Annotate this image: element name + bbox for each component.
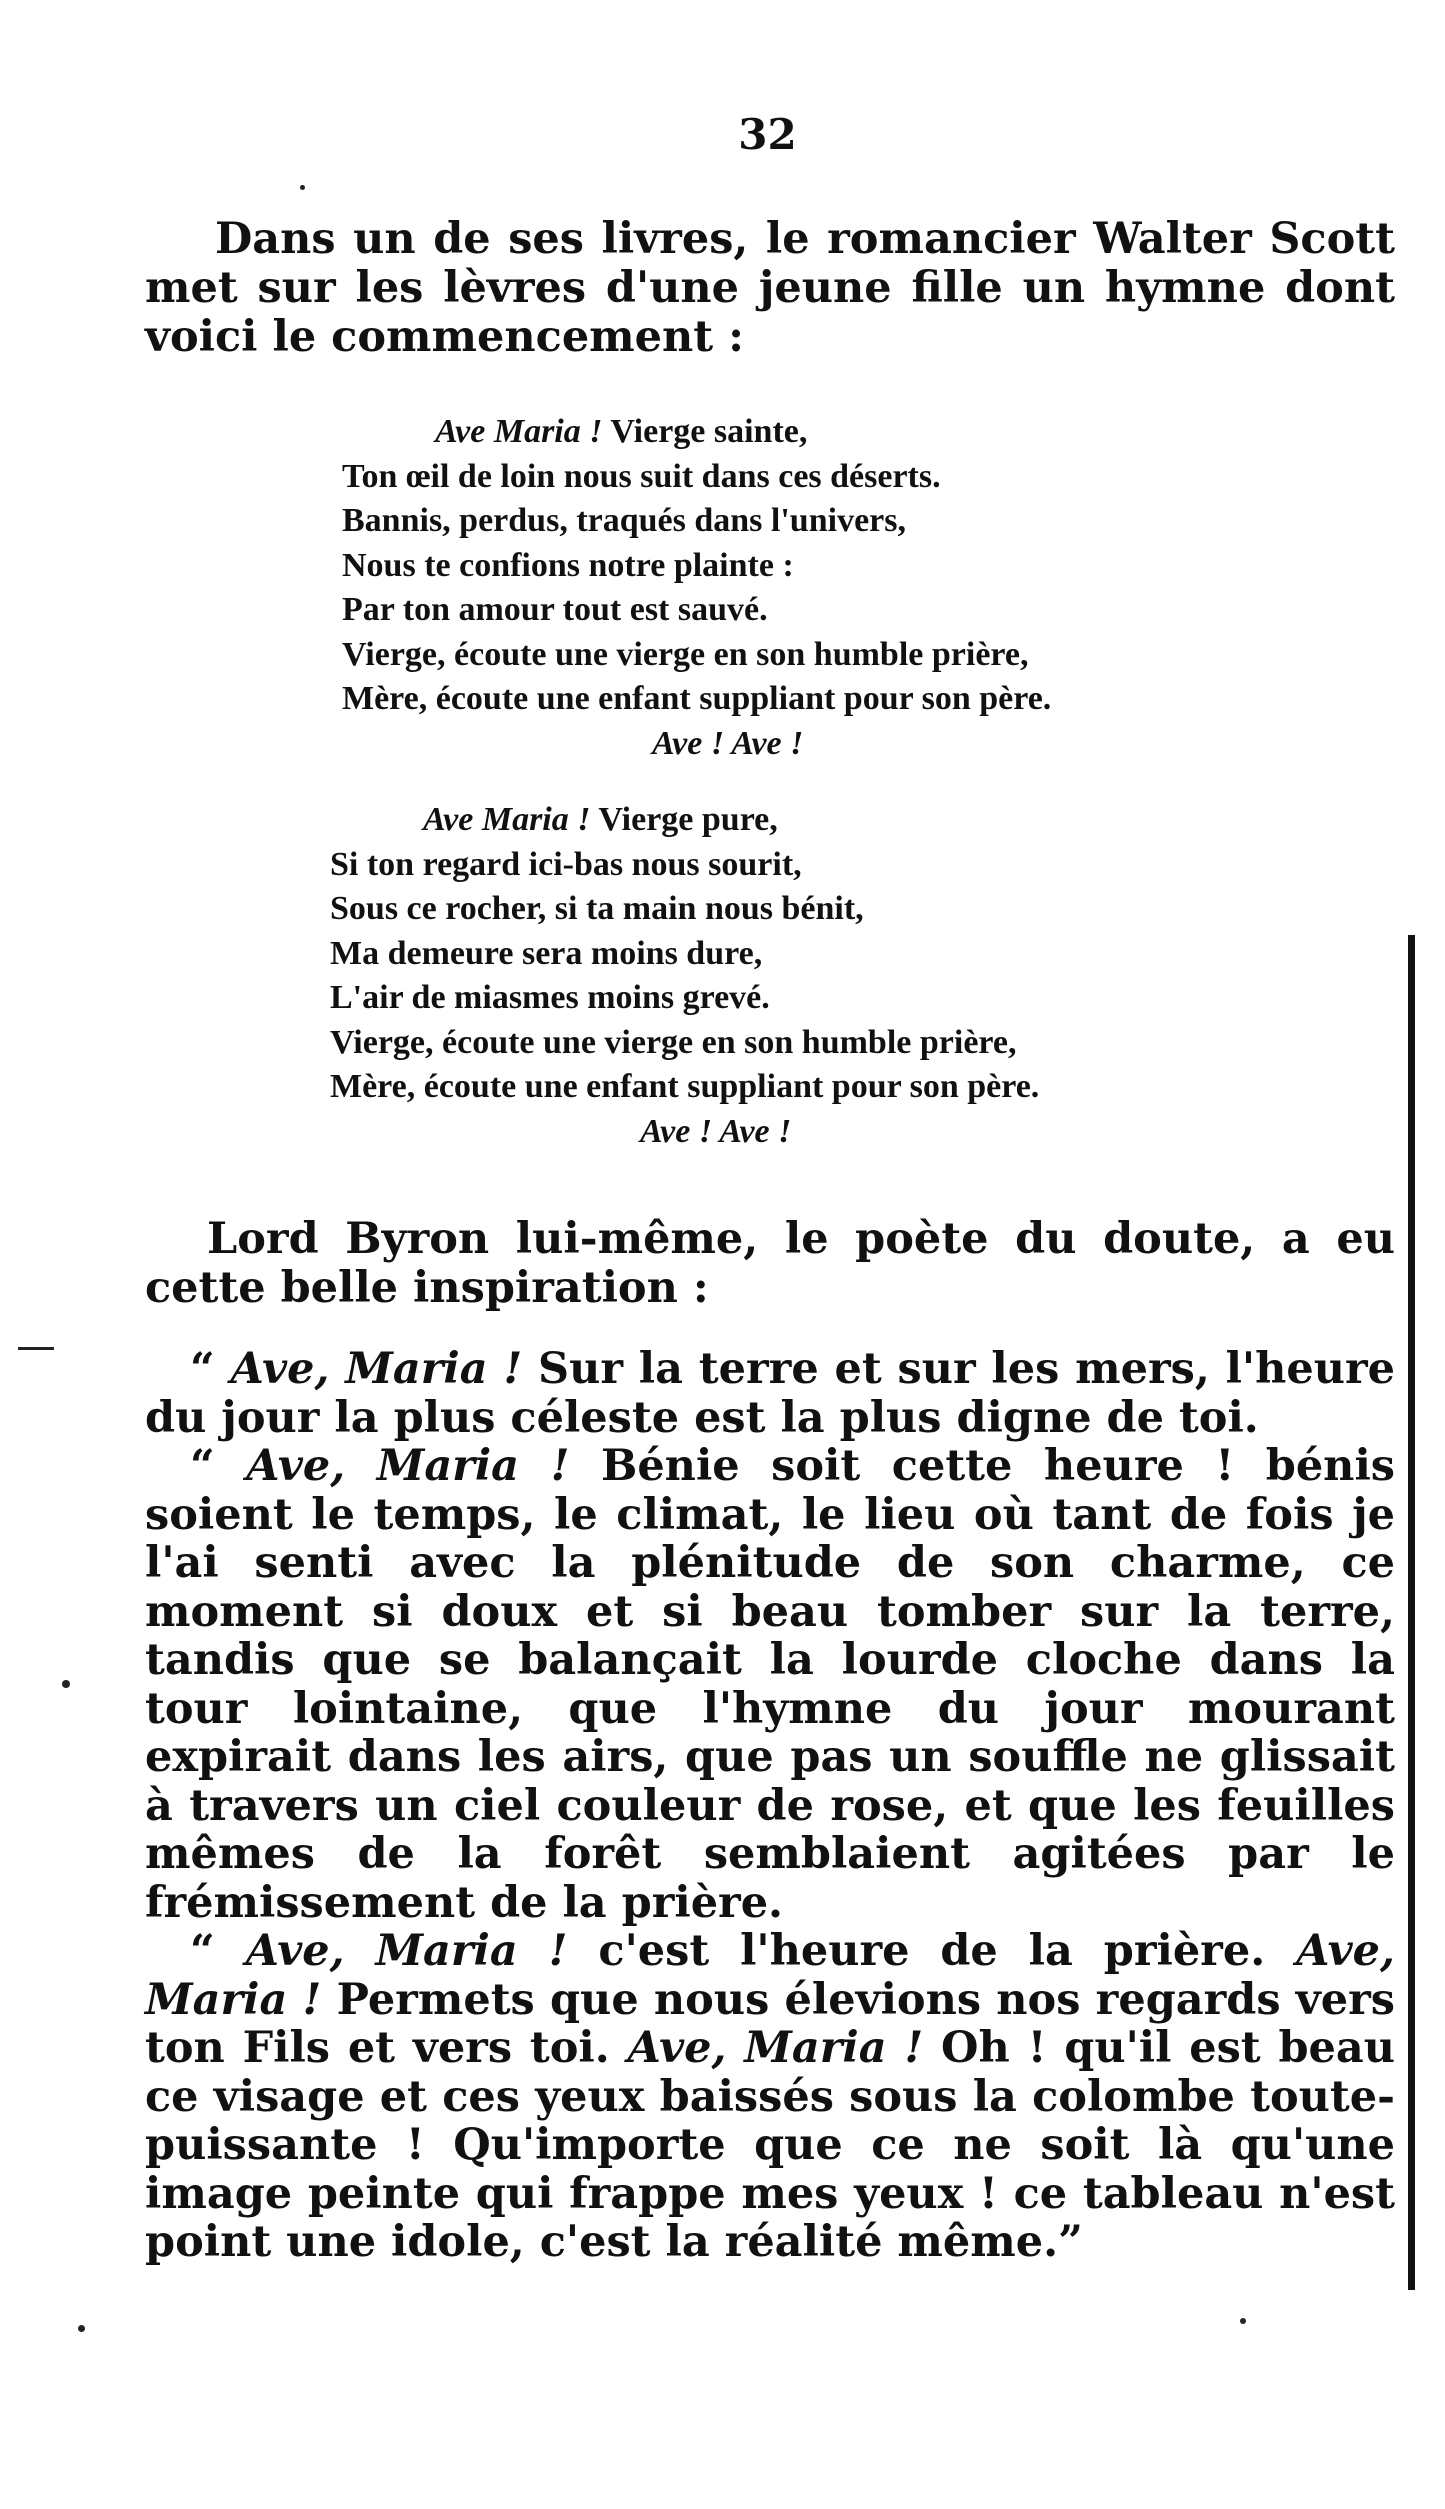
byron-intro-text: Lord Byron lui-même, le poète du doute, a eu cette belle inspiration : bbox=[145, 1214, 1395, 1313]
quote-text: Sur la terre et sur les mers, l'heure du jour la plus céleste est la plus digne de toi. bbox=[145, 1344, 1395, 1443]
quote-text: Oh ! qu'il est beau ce visage et ces yeux baissés sous la colombe toute-puissante ! Qu'importe que ce ne soit là qu'une image peinte qui frappe mes yeux ! ce tableau n'est point une idole, c'est la réalité même.” bbox=[145, 2023, 1396, 2267]
quote-invocation: Ave, Maria ! bbox=[145, 1926, 1395, 2025]
stanza-2-opening-rest: Vierge pure, bbox=[590, 801, 778, 838]
ink-speck bbox=[78, 2325, 85, 2332]
quote-invocation: Ave, Maria ! bbox=[246, 1441, 570, 1491]
verse-line: Vierge, écoute une vierge en son humble prière, bbox=[342, 635, 1029, 673]
quote-text: Bénie soit cette heure ! bénis soient le temps, le climat, le lieu où tant de fois je l'ai senti avec la plénitude de son charme, ce moment si doux et si beau tomber sur la terre, tandis que se balançait la lourde cloche dans la tour lointaine, que l'hymne du jour mourant expirait dans les airs, que pas un souffle ne glissait à travers un ciel couleur de rose, et que les feuilles mêmes de la forêt semblaient agitées par le frémissement de la prière. bbox=[145, 1441, 1395, 1928]
stanza-1-opening-line bbox=[342, 410, 1051, 455]
verse-line: Mère, écoute une enfant suppliant pour son père. bbox=[330, 1068, 1040, 1105]
verse-line: Mère, écoute une enfant suppliant pour son père. bbox=[342, 680, 1052, 717]
page-number: 32 bbox=[738, 110, 797, 159]
verse-line: Par ton amour tout est sauvé. bbox=[342, 591, 768, 628]
binding-edge-shadow bbox=[1408, 935, 1415, 2290]
verse-line: Bannis, perdus, traqués dans l'univers, bbox=[342, 502, 906, 539]
hymn-stanza-1 bbox=[342, 410, 1051, 766]
opening-quote-mark: “ bbox=[190, 1344, 231, 1394]
quote-invocation: Ave, Maria ! bbox=[627, 2023, 924, 2073]
quote-invocation: Ave, Maria ! bbox=[230, 1344, 523, 1394]
intro-paragraph bbox=[145, 215, 1395, 362]
ink-speck bbox=[1240, 2318, 1246, 2324]
byron-intro-paragraph bbox=[145, 1215, 1395, 1313]
hymn-stanza-2 bbox=[330, 798, 1039, 1154]
ink-speck bbox=[62, 1680, 70, 1688]
stanza-2-invocation: Ave Maria ! bbox=[423, 801, 591, 838]
stanza-1-invocation: Ave Maria ! bbox=[435, 413, 603, 450]
byron-quotation bbox=[145, 1345, 1395, 2267]
quote-paragraph-2 bbox=[145, 1442, 1395, 1927]
quote-text: Permets que nous élevions nos regards vers ton Fils et vers toi. bbox=[145, 1974, 1395, 2073]
quote-invocation: Ave, Maria ! bbox=[245, 1926, 568, 1976]
intro-text: Dans un de ses livres, le romancier Walter Scott met sur les lèvres d'une jeune fille un hymne dont voici le commencement : bbox=[145, 214, 1395, 362]
verse-line: Ton œil de loin nous suit dans ces déserts. bbox=[342, 457, 941, 495]
stanza-1-opening-rest: Vierge sainte, bbox=[602, 413, 808, 450]
ink-speck bbox=[300, 185, 305, 190]
verse-line: L'air de miasmes moins grevé. bbox=[330, 979, 770, 1016]
margin-dash-mark bbox=[18, 1347, 54, 1350]
verse-line: Nous te confions notre plainte : bbox=[342, 546, 794, 584]
verse-line: Vierge, écoute une vierge en son humble prière, bbox=[330, 1023, 1017, 1061]
stanza-2-refrain: Ave ! Ave ! bbox=[640, 1112, 792, 1150]
verse-line: Sous ce rocher, si ta main nous bénit, bbox=[330, 890, 864, 927]
stanza-2-opening-line bbox=[330, 798, 1039, 843]
stanza-1-refrain: Ave ! Ave ! bbox=[652, 724, 804, 762]
verse-line: Si ton regard ici-bas nous sourit, bbox=[330, 845, 802, 883]
opening-quote-mark: “ bbox=[190, 1441, 247, 1491]
verse-line: Ma demeure sera moins dure, bbox=[330, 934, 763, 972]
opening-quote-mark: “ bbox=[190, 1926, 246, 1976]
quote-text: c'est l'heure de la prière. bbox=[567, 1926, 1297, 1976]
quote-paragraph-1 bbox=[145, 1345, 1395, 1442]
quote-paragraph-3 bbox=[145, 1927, 1395, 2267]
